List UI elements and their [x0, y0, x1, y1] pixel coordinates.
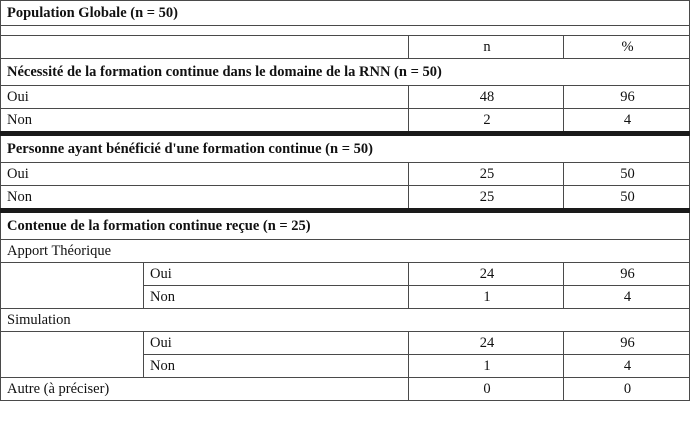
table-row — [1, 163, 690, 186]
group-label-row — [1, 309, 690, 332]
column-header-row — [1, 36, 690, 59]
row-label: Non — [1, 186, 409, 211]
row-n: 1 — [409, 355, 564, 378]
row-pct: 4 — [564, 109, 690, 134]
row-n: 24 — [409, 332, 564, 355]
group-label: Apport Théorique — [1, 240, 690, 263]
column-header-empty — [1, 36, 409, 59]
table-row — [1, 86, 690, 109]
row-pct: 50 — [564, 186, 690, 211]
spacer-row — [1, 26, 690, 36]
table-title-row — [1, 1, 690, 26]
section-heading: Contenue de la formation continue reçue (n = 25) — [1, 211, 690, 240]
table-row — [1, 186, 690, 211]
table-row — [1, 332, 690, 355]
row-n: 48 — [409, 86, 564, 109]
table-title: Population Globale (n = 50) — [1, 1, 690, 26]
group-label: Simulation — [1, 309, 690, 332]
row-label: Non — [144, 355, 409, 378]
row-pct: 96 — [564, 86, 690, 109]
section-heading-row — [1, 59, 690, 86]
row-label: Oui — [144, 263, 409, 286]
table-row — [1, 263, 690, 286]
indent-cell — [1, 332, 144, 378]
column-header-pct: % — [564, 36, 690, 59]
table-row — [1, 109, 690, 134]
row-n: 25 — [409, 186, 564, 211]
row-label: Oui — [1, 163, 409, 186]
row-pct: 96 — [564, 332, 690, 355]
column-header-n: n — [409, 36, 564, 59]
row-n: 1 — [409, 286, 564, 309]
row-pct: 4 — [564, 286, 690, 309]
section-heading-row — [1, 211, 690, 240]
row-label: Autre (à préciser) — [1, 378, 409, 401]
section-heading-row — [1, 134, 690, 163]
row-pct: 0 — [564, 378, 690, 401]
section-heading: Personne ayant bénéficié d'une formation continue (n = 50) — [1, 134, 690, 163]
row-pct: 96 — [564, 263, 690, 286]
spacer-cell — [1, 26, 690, 36]
table-row — [1, 378, 690, 401]
row-label: Non — [144, 286, 409, 309]
row-pct: 4 — [564, 355, 690, 378]
row-pct: 50 — [564, 163, 690, 186]
row-n: 24 — [409, 263, 564, 286]
row-label: Non — [1, 109, 409, 134]
section-heading: Nécessité de la formation continue dans le domaine de la RNN (n = 50) — [1, 59, 690, 86]
indent-cell — [1, 263, 144, 309]
row-label: Oui — [144, 332, 409, 355]
row-n: 2 — [409, 109, 564, 134]
row-n: 0 — [409, 378, 564, 401]
row-n: 25 — [409, 163, 564, 186]
row-label: Oui — [1, 86, 409, 109]
group-label-row — [1, 240, 690, 263]
